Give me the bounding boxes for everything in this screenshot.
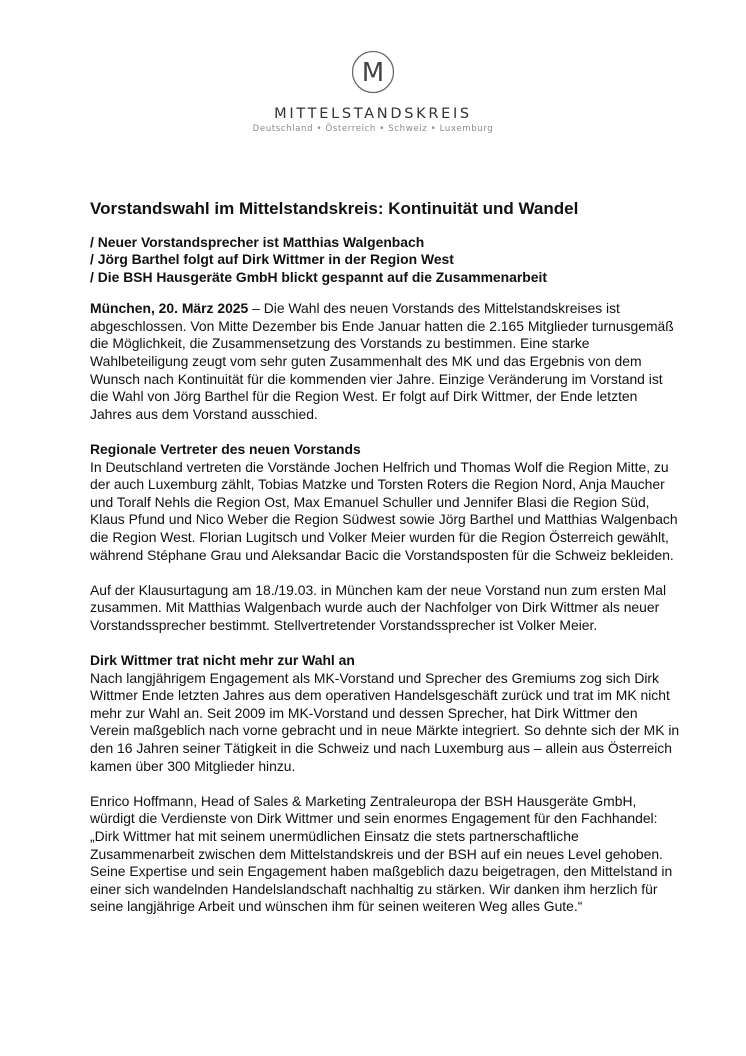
subline: / Neuer Vorstandsprecher ist Matthias Walgenbach <box>90 234 425 250</box>
logo-tagline: Deutschland • Österreich • Schweiz • Luxemburg <box>252 124 494 134</box>
hoffmann-quote-paragraph: Enrico Hoffmann, Head of Sales & Marketing Zentraleuropa der BSH Hausgeräte GmbH, würdigt die Verdienste von Dirk Wittmer und sein enormes Engagement für den Fachhandel: „Dirk Wittmer hat mit seinem unermüdlichen Einsatz die stets partnerschaftliche Zusammenarbeit zwischen dem Mittelstandskreis und der BSH auf ein neues Level gehoben. Seine Expertise und sein Engagement haben maßgeblich dazu beigetragen, den Mittelstand in einer sich wandelnden Handelslandschaft nachhaltig zu stärken. Wir danken ihm herzlich für seine langjährige Arbeit und wünschen ihm für seinen weiteren Weg alles Gute.“ <box>90 792 673 915</box>
subline: / Jörg Barthel folgt auf Dirk Wittmer in der Region West <box>90 251 454 268</box>
press-release-body <box>90 198 680 916</box>
section-heading-wittmer: Dirk Wittmer trat nicht mehr zur Wahl an <box>90 652 355 669</box>
intro-text: – Die Wahl des neuen Vorstands des Mittelstandskreises ist abgeschlossen. Von Mitte Dezember bis Ende Januar hatten die 2.165 Mitglieder turnusgemäß die Möglichkeit, die Zusammensetzung des Vorstands zu bestimmen. Eine starke Wahlbeteiligung zeugt vom sehr guten Zusammenhalt des MK und das Ergebnis von dem Wunsch nach Kontinuität für die kommenden vier Jahre. Einzige Veränderung im Vorstand ist die Wahl von Jörg Barthel für die Region West. Er folgt auf Dirk Wittmer, der Ende letzten Jahres aus dem Vorstand ausschied. <box>90 300 674 422</box>
headline: Vorstandswahl im Mittelstandskreis: Kontinuität und Wandel <box>90 199 579 218</box>
logo-circle-m-icon <box>351 50 395 94</box>
wittmer-paragraph: Nach langjährigem Engagement als MK-Vorstand und Sprecher des Gremiums zog sich Dirk Wittmer Ende letzten Jahres aus dem operativen Handelsgeschäft zurück und trat im MK nicht mehr zur Wahl an. Seit 2009 im MK-Vorstand und dessen Sprecher, hat Dirk Wittmer den Verein maßgeblich nach vorne gebracht und in neue Märkte integriert. So dehnte sich der MK in den 16 Jahren seiner Tätigkeit in die Schweiz und nach Luxemburg aus – allein aus Österreich kamen über 300 Mitglieder hinzu. <box>90 669 680 774</box>
subline-list <box>90 234 680 286</box>
subline: / Die BSH Hausgeräte GmbH blickt gespannt auf die Zusammenarbeit <box>90 268 547 285</box>
section-heading-regional: Regionale Vertreter des neuen Vorstands <box>90 440 361 457</box>
klausurtagung-paragraph: Auf der Klausurtagung am 18./19.03. in München kam der neue Vorstand nun zum ersten Mal zusammen. Mit Matthias Walgenbach wurde auch der Nachfolger von Dirk Wittmer als neuer Vorstandssprecher bestimmt. Stellvertretender Vorstandssprecher ist Volker Meier. <box>90 581 667 633</box>
mittelstandskreis-logo <box>0 50 746 134</box>
intro-paragraph <box>90 300 680 423</box>
svg-text:M: M <box>361 58 385 88</box>
dateline: München, 20. März 2025 <box>90 300 249 317</box>
logo-wordmark: MITTELSTANDSKREIS <box>274 106 472 122</box>
regional-paragraph: In Deutschland vertreten die Vorstände Jochen Helfrich und Thomas Wolf die Region Mitte, zu der auch Luxemburg zählt, Tobias Matzke und Torsten Roters die Region Nord, Anja Maucher und Toralf Nehls die Region Ost, Max Emanuel Schuller und Jennifer Blasi die Region Süd, Klaus Pfund und Nico Weber die Region Südwest sowie Jörg Barthel und Matthias Walgenbach die Region West. Florian Lugitsch und Volker Meier wurden für die Region Österreich gewählt, während Stéphane Grau und Aleksandar Bacic die Vorstandsposten für die Schweiz bekleiden. <box>90 458 678 563</box>
